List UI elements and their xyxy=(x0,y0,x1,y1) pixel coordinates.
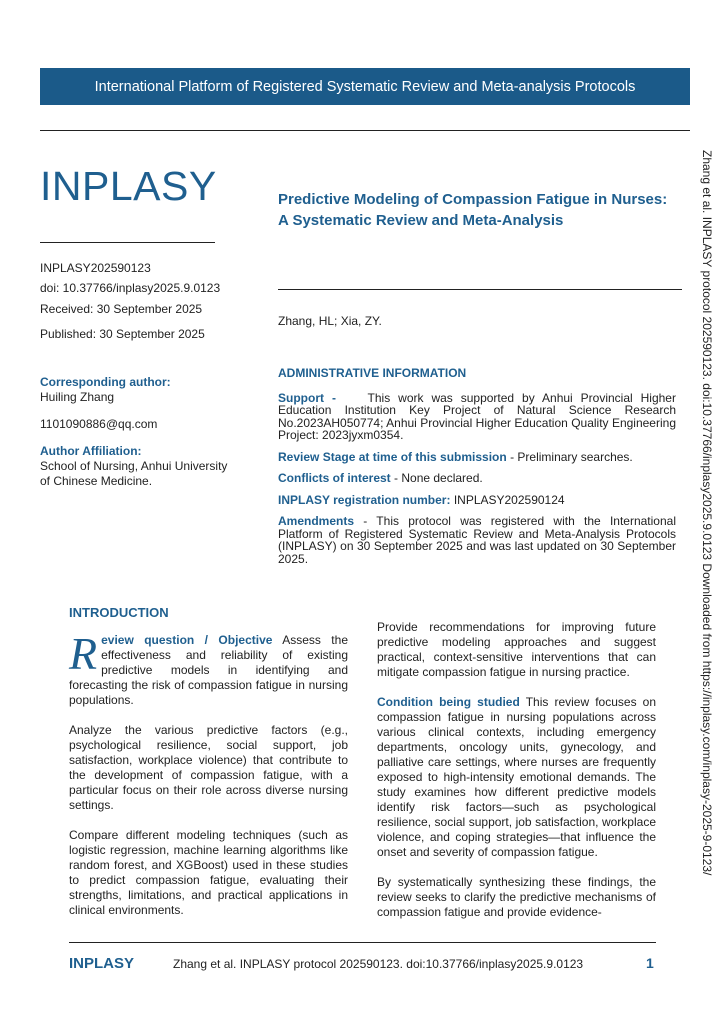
registration-label: INPLASY registration number: xyxy=(278,492,451,507)
divider xyxy=(40,130,690,131)
affiliation-text: School of Nursing, Anhui University of Chinese Medicine. xyxy=(40,459,228,488)
intro-heading: INTRODUCTION xyxy=(69,605,169,620)
corresponding-label: Corresponding author: xyxy=(40,375,171,389)
coi-text: - None declared. xyxy=(390,471,483,485)
support-text: This work was supported by Anhui Provincial Higher Education Institution Key Project of Natural Science Research No.2023AH050774; Anhui Provincial Higher Education Quality Engineering Project: 2023jyxm0354. xyxy=(278,390,676,442)
published-date: Published: 30 September 2025 xyxy=(40,327,205,341)
footer-citation: Zhang et al. INPLASY protocol 202590123. doi:10.37766/inplasy2025.9.0123 xyxy=(173,957,584,971)
footer-logo: INPLASY xyxy=(69,955,135,972)
author-email: 1101090886@qq.com xyxy=(40,417,158,431)
stage-label: Review Stage at time of this submission xyxy=(278,449,507,464)
doi: doi: 10.37766/inplasy2025.9.0123 xyxy=(40,281,221,295)
platform-name: International Platform of Registered Systematic Review and Meta-analysis Protocols xyxy=(94,78,636,95)
intro-paragraph: Analyze the various predictive factors (e.g., psychological resilience, social support, job satisfaction, workplace violence) that contribute to the development of compassion fatigue, with a particular focus on their role across diverse nursing settings. xyxy=(69,723,348,812)
intro-paragraph: Provide recommendations for improving future predictive modeling approaches and suggest practical, context-sensitive interventions that can mitigate compassion fatigue in nursing practice. xyxy=(377,620,656,679)
administrative-information xyxy=(278,367,676,574)
corresponding-author xyxy=(40,375,240,489)
amendments-label: Amendments xyxy=(278,514,355,528)
coi-label: Conflicts of interest xyxy=(278,471,391,485)
affiliation-label: Author Affiliation: xyxy=(40,444,142,458)
protocol-id: INPLASY202590123 xyxy=(40,261,151,275)
page-number: 1 xyxy=(646,955,654,971)
intro-left-column xyxy=(69,605,348,933)
divider xyxy=(278,289,682,290)
platform-header-bar xyxy=(40,68,690,105)
inplasy-logo: INPLASY xyxy=(40,163,217,209)
received-date: Received: 30 September 2025 xyxy=(40,302,203,316)
intro-paragraph: Compare different modeling techniques (such as logistic regression, machine learning algorithms like random forest, and XGBoost) used in these studies to predict compassion fatigue, evaluating their strengths, limitations, and practical applications in clinical environments. xyxy=(69,828,348,917)
paper-title: Predictive Modeling of Compassion Fatigue in Nurses: A Systematic Review and Meta-Analysis xyxy=(278,191,668,229)
admin-heading: ADMINISTRATIVE INFORMATION xyxy=(278,366,467,380)
divider xyxy=(40,242,215,243)
review-question-label: eview question / Objective xyxy=(101,633,273,647)
support-label: Support - xyxy=(278,390,336,405)
condition-label: Condition being studied xyxy=(377,695,520,709)
download-side-note: Zhang et al. INPLASY protocol 202590123. doi:10.37766/inplasy2025.9.0123 Downloaded from https://inplasy.com/inplasy-2025-9-0123/ xyxy=(700,150,714,876)
registration-number: INPLASY202590124 xyxy=(450,492,565,507)
author-name: Huiling Zhang xyxy=(40,390,115,404)
condition-text: This review focuses on compassion fatigue in nursing populations across various clinical contexts, including emergency departments, oncology units, gynecology, and palliative care settings, where nurses are frequently exposed to high-intensity emotional demands. The study examines how different predictive models identify risk factors—such as psychological resilience, social support, job satisfaction, workplace violence, and coping strategies—that influence the onset and severity of compassion fatigue. xyxy=(377,695,656,859)
amendments-text: - This protocol was registered with the International Platform of Registered Systematic Review and Meta-Analysis Protocols (INPLASY) on 30 September 2025 and was last updated on 30 September 2025. xyxy=(278,514,676,566)
authors: Zhang, HL; Xia, ZY. xyxy=(278,314,382,328)
stage-text: - Preliminary searches. xyxy=(506,449,633,464)
drop-cap: R xyxy=(69,628,98,679)
intro-right-column xyxy=(377,620,656,935)
footer-divider xyxy=(69,942,656,943)
intro-paragraph: By systematically synthesizing these findings, the review seeks to clarify the predictive mechanisms of compassion fatigue and provide evidence- xyxy=(377,875,656,919)
review-question-text: Assess the effectiveness and reliability of existing predictive models in identifying and forecasting the risk of compassion fatigue in nursing populations. xyxy=(69,633,348,707)
